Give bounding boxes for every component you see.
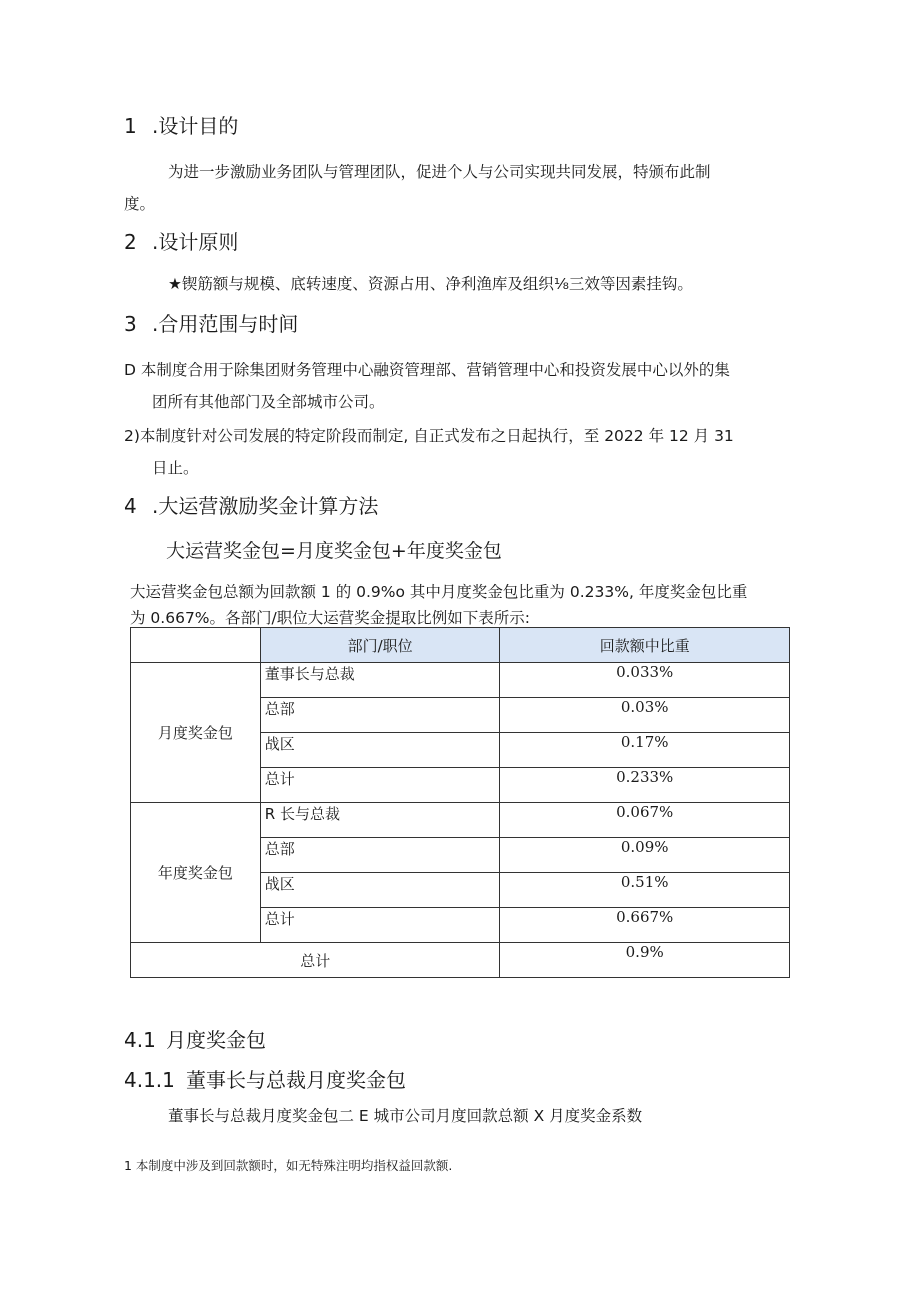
section-4-title: .大运营激励奖金计算方法	[152, 494, 379, 518]
annual-group-label: 年度奖金包	[131, 803, 261, 943]
section-4-1-1-number: 4.1.1	[124, 1068, 175, 1092]
section-3-item1-line2: 团所有其他部门及全部城市公司。	[152, 393, 385, 411]
section-4-desc-line1: 大运营奖金包总额为回款额 1 的 0.9%o 其中月度奖金包比重为 0.233%, 年度奖金包比重	[130, 583, 748, 601]
table-cell-pct: 0.09%	[500, 838, 790, 873]
section-3-title: .合用范围与时间	[152, 312, 299, 336]
section-2-title: .设计原则	[152, 230, 239, 254]
section-1-title: .设计目的	[152, 114, 239, 138]
table-cell-pct: 0.51%	[500, 873, 790, 908]
section-4-1-1-formula: 董事长与总裁月度奖金包二 E 城市公司月度回款总额 X 月度奖金系数	[168, 1107, 643, 1125]
table-row	[131, 663, 790, 698]
section-2-paragraph: ★锲筋额与规模、底转速度、资源占用、净利渔库及组织⅛三效等因素挂钩。	[168, 275, 693, 293]
table-row	[131, 803, 790, 838]
section-4-1-heading	[124, 1024, 266, 1053]
bonus-ratio-table	[130, 627, 790, 978]
section-4-1-number: 4.1	[124, 1028, 156, 1052]
section-1-paragraph-line1: 为进一步激励业务团队与管理团队，促进个人与公司实现共同发展，特颁布此制	[168, 163, 711, 181]
table-cell-role: 总部	[260, 698, 500, 733]
section-3-heading	[124, 308, 298, 337]
table-cell-role: 总部	[260, 838, 500, 873]
table-cell-pct: 0.667%	[500, 908, 790, 943]
table-header-blank	[131, 628, 261, 663]
section-1-number: 1	[124, 114, 137, 138]
grand-total-pct: 0.9%	[500, 943, 790, 978]
table-cell-pct: 0.233%	[500, 768, 790, 803]
section-4-heading	[124, 490, 378, 519]
section-4-1-1-heading	[124, 1064, 406, 1093]
table-cell-pct: 0.033%	[500, 663, 790, 698]
footnote: 1 本制度中涉及到回款额时，如无特殊注明均指权益回款额.	[124, 1158, 453, 1173]
table-cell-role: R 长与总裁	[260, 803, 500, 838]
table-cell-pct: 0.17%	[500, 733, 790, 768]
table-cell-pct: 0.03%	[500, 698, 790, 733]
table-cell-role: 战区	[260, 873, 500, 908]
table-header-role: 部门/职位	[260, 628, 500, 663]
table-cell-role: 总计	[260, 768, 500, 803]
monthly-group-label: 月度奖金包	[131, 663, 261, 803]
grand-total-label: 总计	[131, 943, 500, 978]
table-header-pct: 回款额中比重	[500, 628, 790, 663]
table-cell-role: 总计	[260, 908, 500, 943]
section-1-paragraph-line2: 度。	[124, 195, 156, 213]
section-4-1-title: 月度奖金包	[166, 1028, 266, 1052]
section-4-number: 4	[124, 494, 137, 518]
section-4-formula: 大运营奖金包=月度奖金包+年度奖金包	[166, 540, 502, 562]
section-4-desc-line2: 为 0.667%。各部门/职位大运营奖金提取比例如下表所示:	[130, 609, 530, 627]
section-3-item2-line2: 日止。	[152, 459, 199, 477]
table-total-row	[131, 943, 790, 978]
section-2-heading	[124, 226, 238, 255]
section-1-heading	[124, 110, 238, 139]
table-cell-role: 董事长与总裁	[260, 663, 500, 698]
section-3-item1-line1: D 本制度合用于除集团财务管理中心融资管理部、营销管理中心和投资发展中心以外的集	[124, 361, 730, 379]
table-cell-pct: 0.067%	[500, 803, 790, 838]
section-4-1-1-title: 董事长与总裁月度奖金包	[186, 1068, 406, 1092]
table-header-row	[131, 628, 790, 663]
section-3-item2-line1: 2)本制度针对公司发展的特定阶段而制定, 自正式发布之日起执行，至 2022 年 12 月 31	[124, 427, 734, 445]
table-cell-role: 战区	[260, 733, 500, 768]
section-2-number: 2	[124, 230, 137, 254]
section-3-number: 3	[124, 312, 137, 336]
